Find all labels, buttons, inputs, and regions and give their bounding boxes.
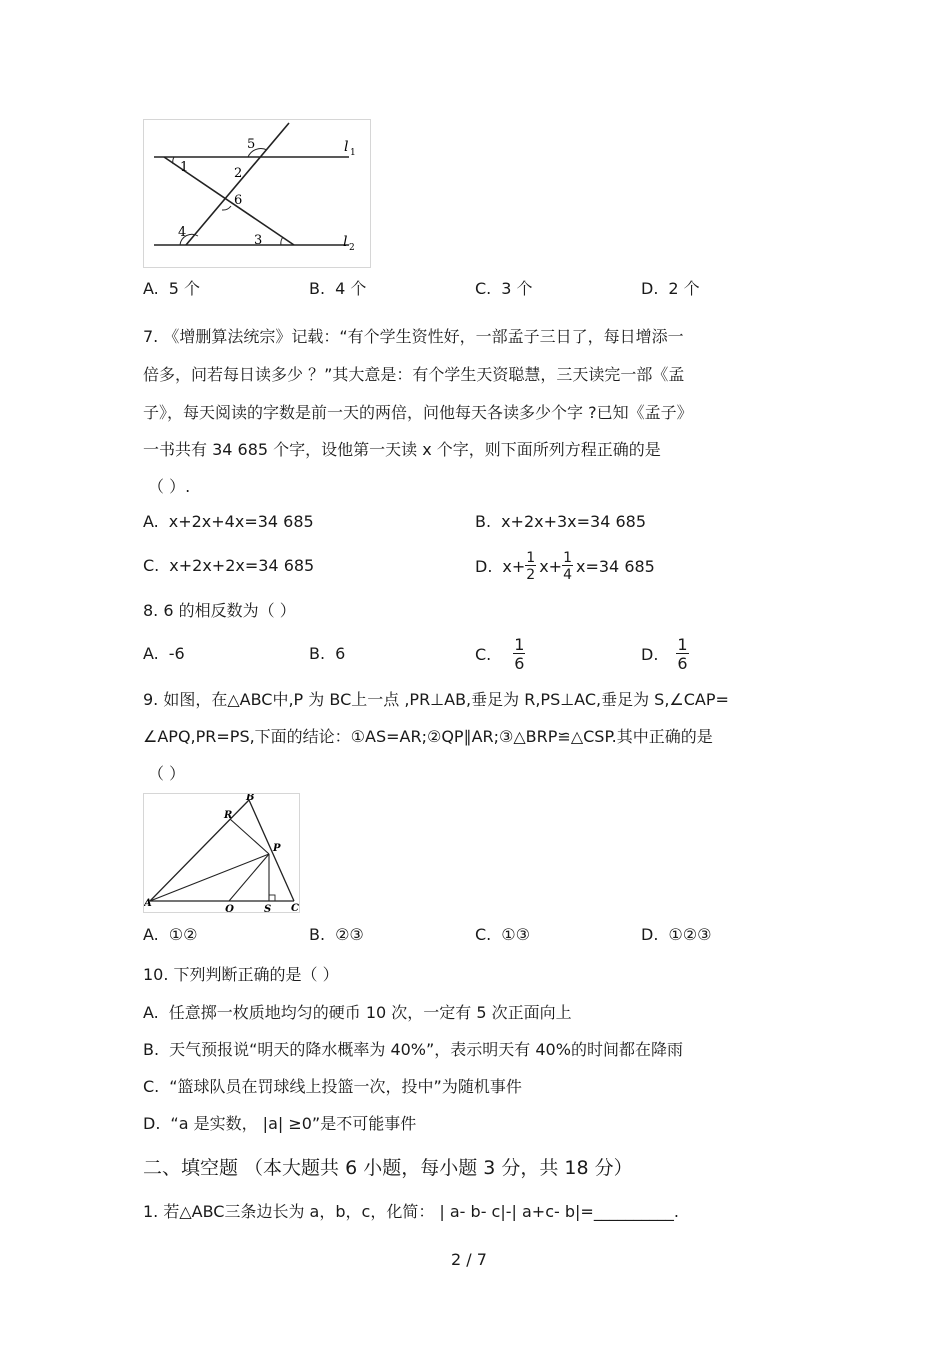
transversal-1 (186, 123, 289, 245)
parallel-lines-diagram (144, 120, 370, 267)
q6-figure (143, 119, 371, 268)
right-angle-mark (269, 895, 275, 901)
q10-stem: 10. 下列判断正确的是（ ） (143, 965, 339, 984)
q7-answer-blank: （ ）. (148, 477, 191, 496)
q9-option-a: A. ①② (143, 925, 198, 944)
label-l1-sub: 1 (350, 148, 356, 158)
q9-answer-blank: （ ） (148, 764, 186, 783)
label-b: B (246, 794, 255, 803)
label-angle-2: 2 (234, 166, 243, 181)
q6-option-b: B. 4 个 (309, 279, 367, 298)
q7-option-a: A. x+2x+4x=34 685 (143, 512, 314, 531)
fraction-one-quarter: $\frac{1}{4}$ (563, 549, 572, 583)
q9-figure (143, 793, 300, 913)
page-number: 2 / 7 (451, 1250, 487, 1269)
q10-option-a: A. 任意掷一枚质地均匀的硬币 10 次，一定有 5 次正面向上 (143, 1003, 572, 1022)
label-angle-5: 5 (247, 137, 256, 152)
segment-pr (230, 819, 269, 854)
q7-option-d: D. x+ $\frac{1}{2}$ x+ $\frac{1}{4}$ x=34 685 (475, 549, 655, 583)
q7-option-b: B. x+2x+3x=34 685 (475, 512, 647, 531)
label-angle-1: 1 (180, 160, 189, 175)
label-r: R (224, 810, 233, 821)
segment-pq (229, 854, 269, 901)
q6-option-c: C. 3 个 (475, 279, 533, 298)
q7-stem-line-1: 7. 《增删算法统宗》记载：“有个学生资性好，一部孟子三日了，每日增添一 (143, 327, 684, 346)
q10-option-b: B. 天气预报说“明天的降水概率为 40%”，表示明天有 40%的时间都在降雨 (143, 1040, 683, 1059)
label-q: Q (225, 904, 234, 912)
q7-stem-line-2: 倍多，问若每日读多少 ？”其大意是：有个学生天资聪慧，三天读完一部《孟 (143, 365, 685, 384)
triangle-diagram (144, 794, 299, 912)
label-l2-sub: 2 (349, 243, 355, 253)
label-angle-3: 3 (254, 233, 263, 248)
q8-stem: 8. 6 的相反数为（ ） (143, 601, 296, 620)
q6-option-a: A. 5 个 (143, 279, 201, 298)
q9-option-c: C. ①③ (475, 925, 530, 944)
q6-option-d: D. 2 个 (641, 279, 700, 298)
label-angle-6: 6 (234, 193, 243, 208)
q8-option-c: C. $\frac{1}{6}$ (475, 634, 525, 673)
segment-ap (150, 854, 269, 901)
side-ab (150, 800, 249, 901)
q10-option-d: D. “a 是实数， |a| ≥0”是不可能事件 (143, 1114, 417, 1133)
q7-stem-line-3: 子》，每天阅读的字数是前一天的两倍，问他每天各读多少个字 ?已知《孟子》 (143, 403, 693, 422)
q9-stem-line-2: ∠APQ,PR=PS,下面的结论：①AS=AR;②QP∥AR;③△BRP≌△CSP.其中正确的是 (143, 727, 713, 746)
q8-option-a: A. -6 (143, 644, 185, 663)
angle-arc-6 (222, 206, 231, 210)
q7-stem-line-4: 一书共有 34 685 个字，设他第一天读 x 个字，则下面所列方程正确的是 (143, 440, 661, 459)
fraction-one-sixth: $\frac{1}{6}$ (514, 634, 525, 673)
q9-stem-line-1: 9. 如图，在△ABC中,P 为 BC上一点 ,PR⊥AB,垂足为 R,PS⊥AC,垂足为 S,∠CAP= (143, 690, 729, 709)
q8-option-b: B. 6 (309, 644, 346, 663)
label-angle-4: 4 (178, 225, 187, 240)
label-l1: l (344, 139, 349, 155)
q9-option-b: B. ②③ (309, 925, 364, 944)
label-a: A (144, 898, 152, 909)
q9-option-d: D. ①②③ (641, 925, 712, 944)
angle-arc-3 (281, 237, 283, 245)
q8-option-d: D. $\frac{1}{6}$ (641, 634, 688, 673)
fraction-one-sixth: $\frac{1}{6}$ (677, 634, 688, 673)
q10-option-c: C. “篮球队员在罚球线上投篮一次，投中”为随机事件 (143, 1077, 522, 1096)
fraction-one-half: $\frac{1}{2}$ (526, 549, 536, 583)
side-bc (249, 800, 294, 901)
label-c: C (291, 903, 299, 912)
q7-option-c: C. x+2x+2x=34 685 (143, 556, 315, 575)
label-p: P (273, 843, 281, 854)
fill-q1: 1. 若△ABC三条边长为 a，b，c，化简： | a- b- c|-| a+c- b|=__________. (143, 1202, 679, 1221)
label-s: S (264, 904, 272, 912)
section-2-heading: 二、填空题 （本大题共 6 小题，每小题 3 分，共 18 分） (143, 1157, 633, 1179)
label-l2: l (343, 234, 348, 250)
